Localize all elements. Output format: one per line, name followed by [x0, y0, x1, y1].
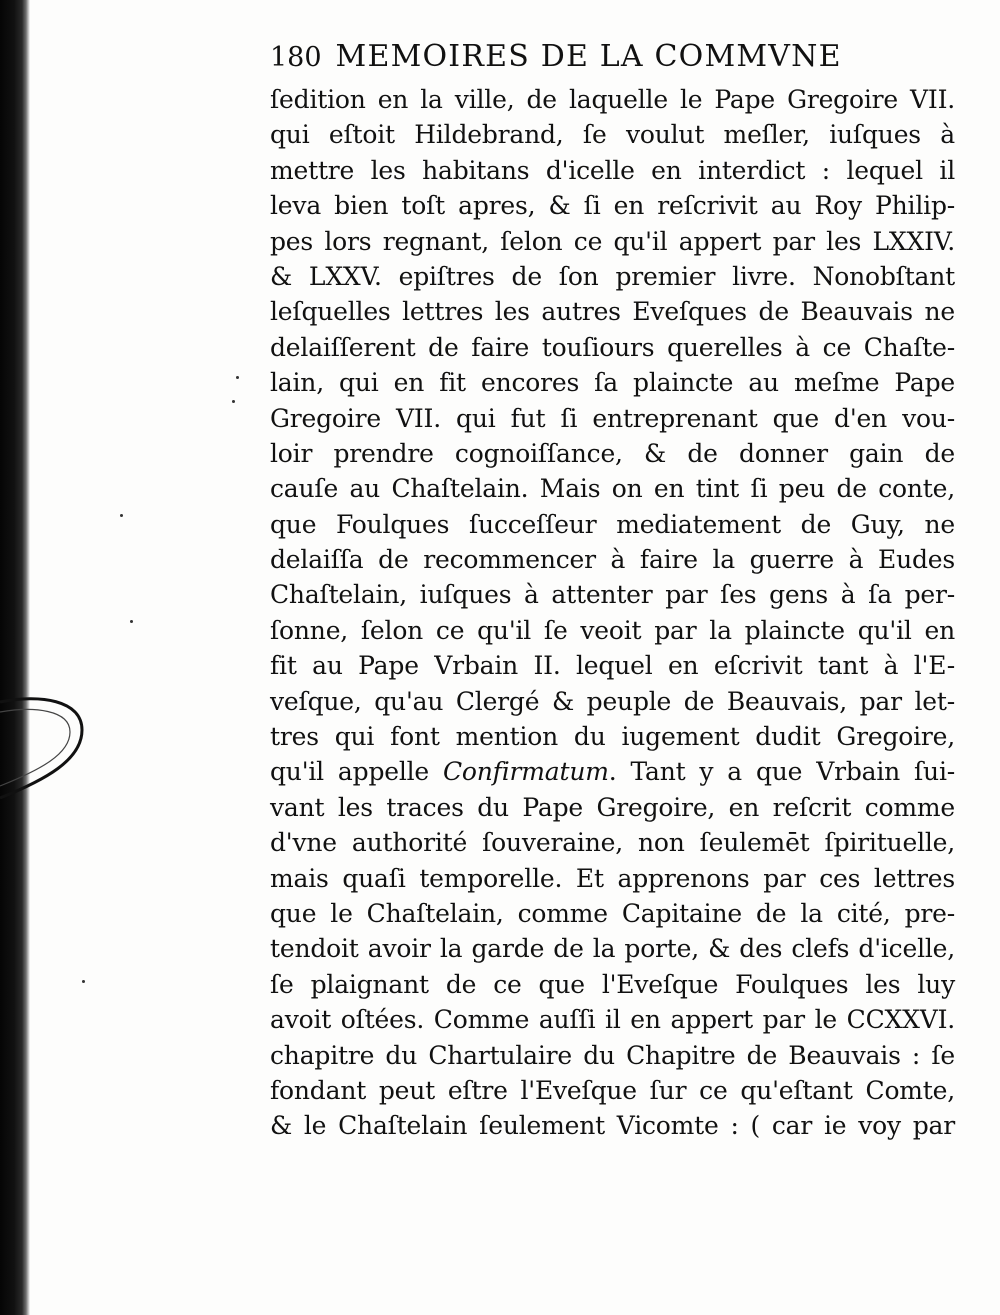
text-line: qui eſtoit Hildebrand, ſe voulut meſler, iuſques à	[270, 120, 955, 150]
italic-term: Confirmatum	[443, 757, 609, 787]
text-line: Gregoire VII. qui fut ſi entreprenant que d'en vou-	[270, 403, 955, 433]
text-line: vant les traces du Pape Gregoire, en reſcrit comme	[270, 792, 955, 822]
page-number: 180	[270, 42, 322, 73]
ink-speck	[232, 400, 235, 403]
text-block	[270, 32, 955, 1144]
text-line-with-italic	[270, 754, 955, 789]
text-line: mais quaſi temporelle. Et apprenons par ces lettres	[270, 863, 955, 893]
text-line: tres qui font mention du iugement dudit Gregoire,	[270, 722, 955, 752]
text-line: fondant peut eſtre l'Eveſque ſur ce qu'eſtant Comte,	[270, 1075, 955, 1105]
text-line: ſedition en la ville, de laquelle le Pape Gregoire VII.	[270, 85, 955, 114]
text-line: que le Chaſtelain, comme Capitaine de la cité, pre-	[270, 898, 955, 928]
text-line: chapitre du Chartulaire du Chapitre de Beauvais : ſe	[270, 1040, 955, 1070]
text-line: leſquelles lettres les autres Eveſques de Beauvais ne	[270, 297, 955, 327]
text-fragment: qu'il appelle	[270, 757, 430, 787]
paper-clip-shadow	[0, 690, 100, 810]
text-line: delaiſſa de recommencer à faire la guerre à Eudes	[270, 545, 955, 575]
text-line: leva bien toſt apres, & ſi en reſcrivit au Roy Philip-	[270, 191, 955, 221]
text-line: d'vne authorité ſouveraine, non ſeulemēt ſpirituelle,	[270, 828, 955, 858]
text-line: que Foulques ſucceſſeur mediatement de Guy, ne	[270, 509, 955, 539]
ink-speck	[130, 620, 133, 623]
text-fragment: . Tant y a que Vrbain ſui-	[608, 757, 955, 787]
ink-speck	[236, 376, 239, 379]
running-title: MEMOIRES DE LA COMMVNE	[335, 39, 842, 74]
text-line: cauſe au Chaſtelain. Mais on en tint ſi peu de conte,	[270, 474, 955, 504]
text-line: ſe plaignant de ce que l'Eveſque Foulques les luy	[270, 969, 955, 999]
ink-speck	[82, 980, 85, 983]
text-line: fit au Pape Vrbain II. lequel en eſcrivit tant à l'E-	[270, 651, 955, 681]
text-line: loir prendre cognoiſſance, & de donner gain de	[270, 438, 955, 468]
text-line: & le Chaſtelain ſeulement Vicomte : ( car ie voy par	[270, 1111, 955, 1141]
text-line: tendoit avoir la garde de la porte, & des clefs d'icelle,	[270, 934, 955, 964]
text-line: avoit oſtées. Comme auſſi il en appert par le CCXXVI.	[270, 1005, 955, 1035]
text-line: mettre les habitans d'icelle en interdict : lequel il	[270, 155, 955, 185]
ink-speck	[120, 514, 123, 517]
text-line: pes lors regnant, ſelon ce qu'il appert par les LXXIV.	[270, 226, 955, 256]
text-line: ſonne, ſelon ce qu'il ſe veoit par la plaincte qu'il en	[270, 615, 955, 645]
running-head	[270, 32, 955, 82]
text-line: veſque, qu'au Clergé & peuple de Beauvais, par let-	[270, 686, 955, 716]
text-line: lain, qui en fit encores ſa plaincte au meſme Pape	[270, 368, 955, 398]
binding-edge	[0, 0, 30, 1315]
text-line: Chaſtelain, iuſques à attenter par ſes gens à ſa per-	[270, 580, 955, 610]
text-line: delaiſſerent de faire touſiours querelles à ce Chaſte-	[270, 332, 955, 362]
text-line: & LXXV. epiſtres de ſon premier livre. Nonobſtant	[270, 261, 955, 291]
